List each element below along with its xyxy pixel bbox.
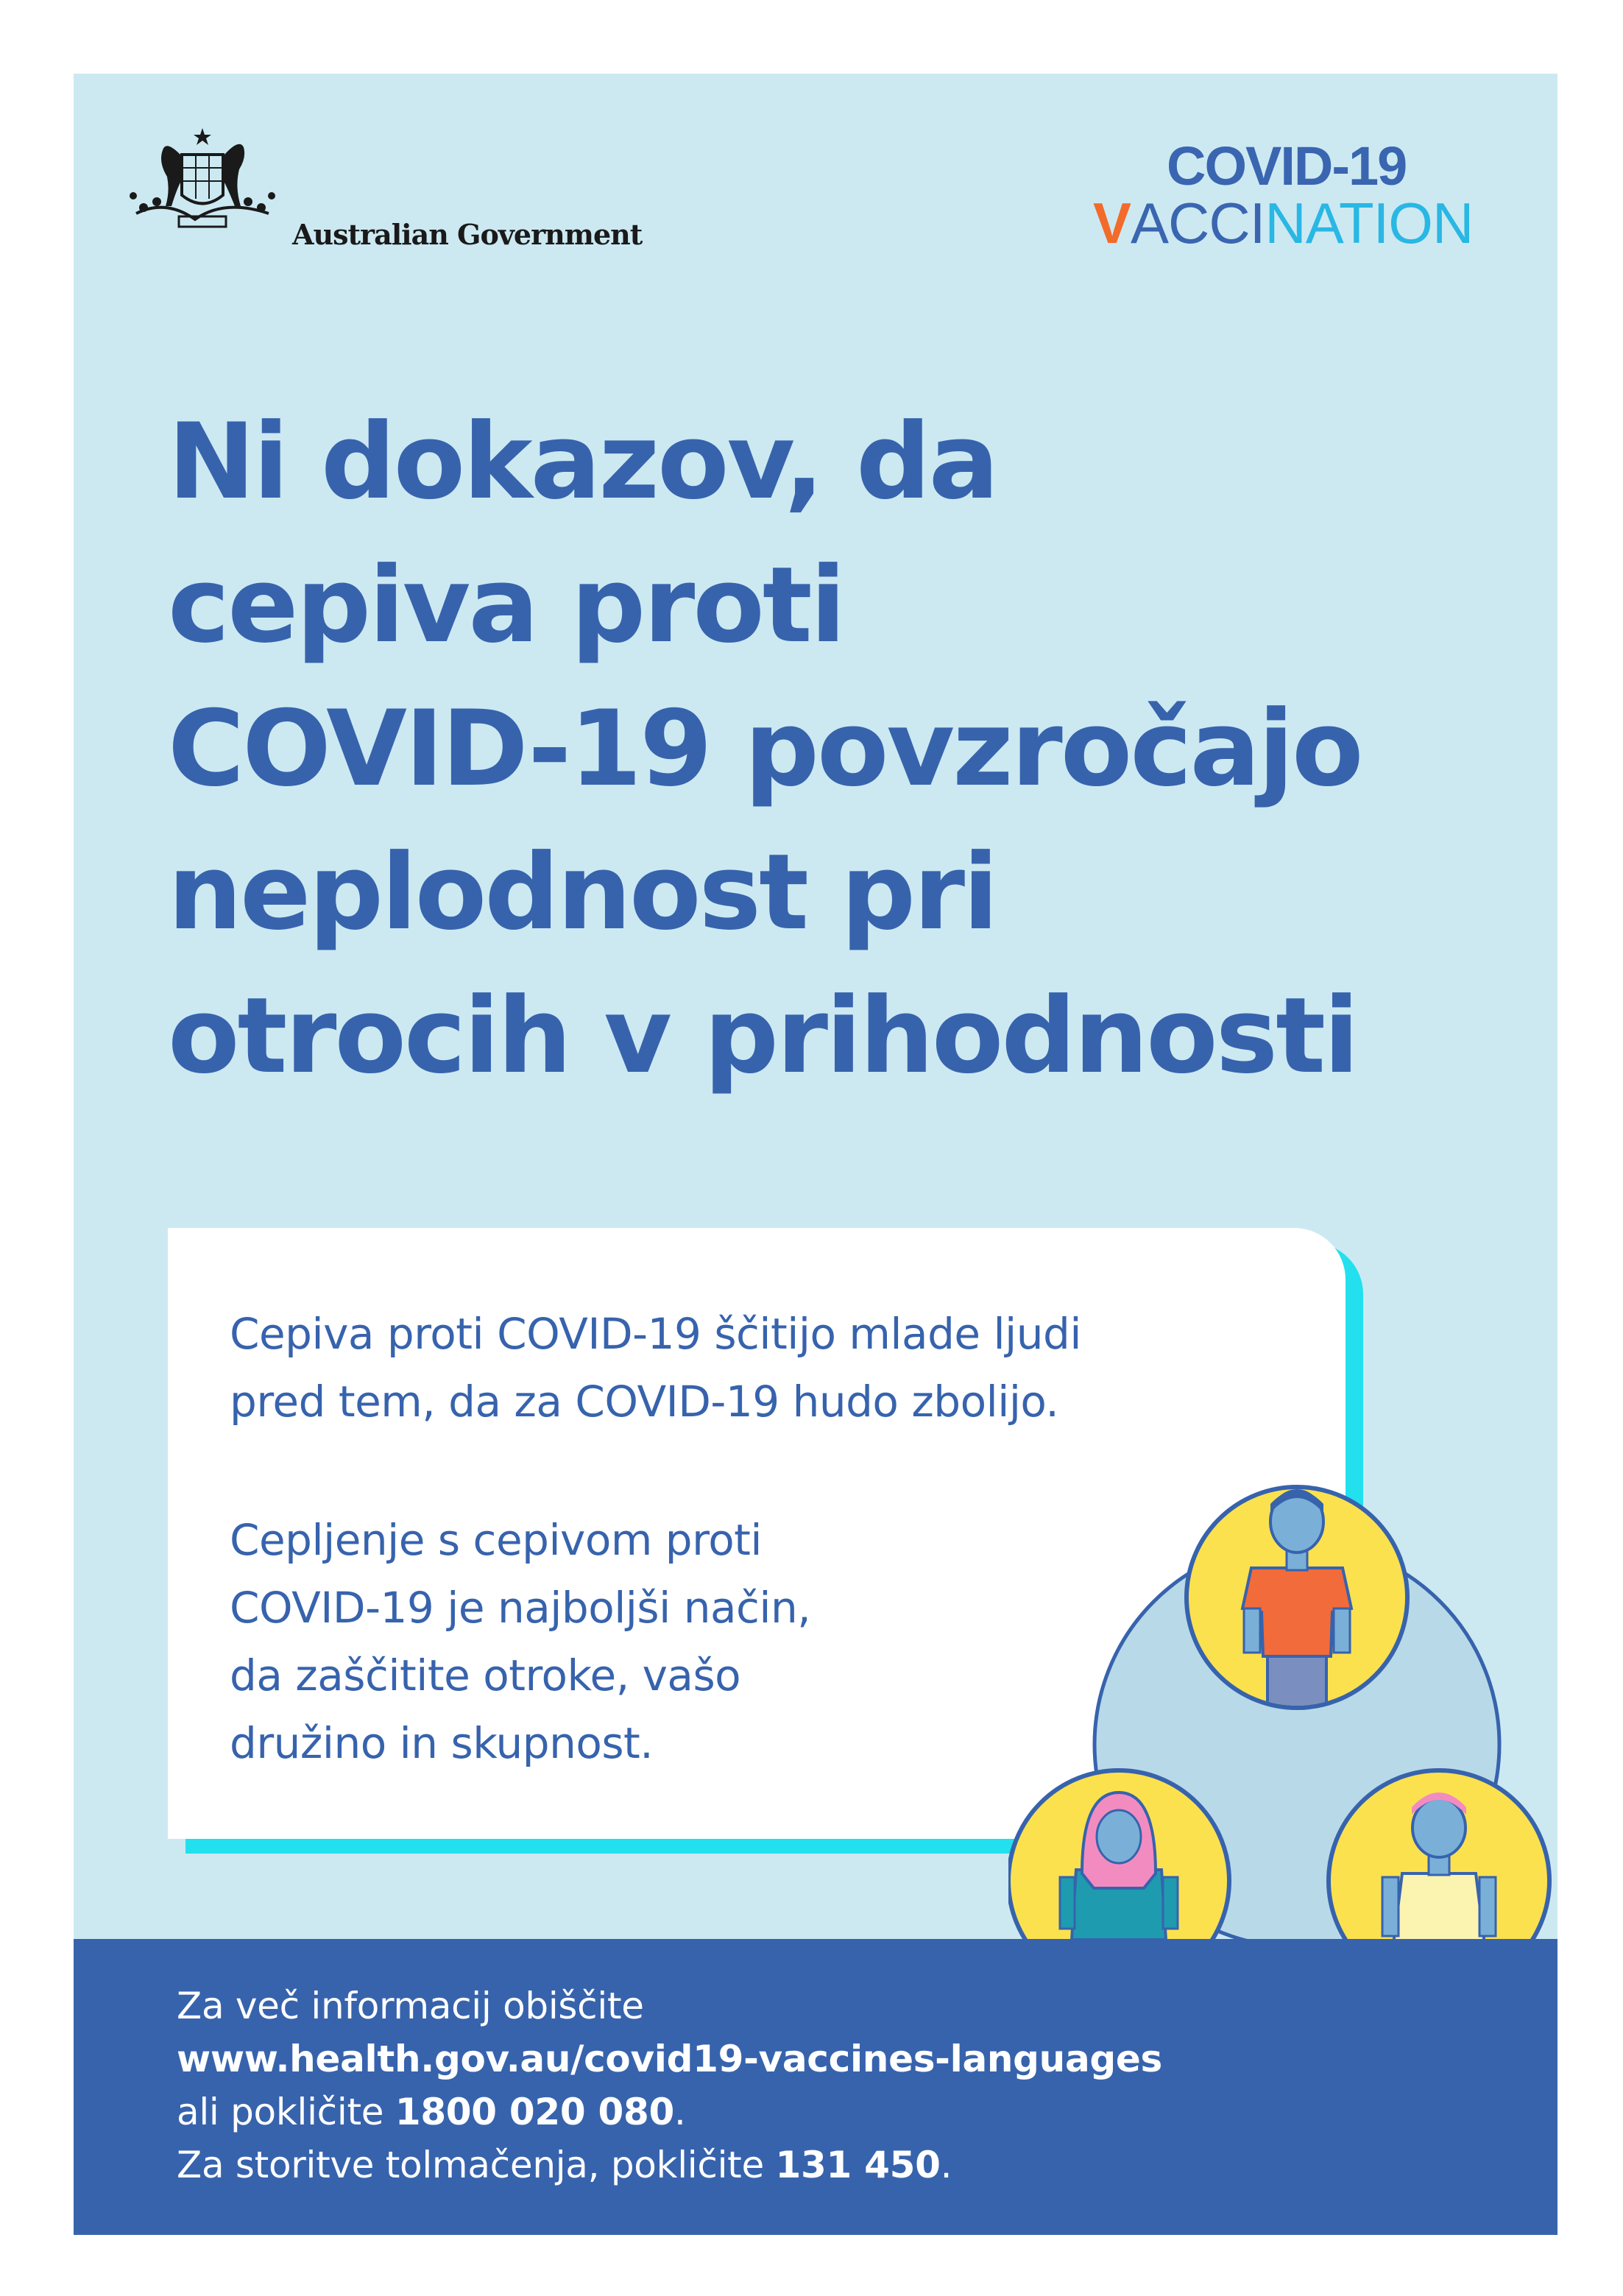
vaccination-logo-text: VACCINATION [1093, 191, 1474, 255]
footer [74, 1939, 1557, 2235]
interpreter-line: Za storitve tolmačenja, pokličite 131 450. [177, 2144, 952, 2186]
headline-line: Ni dokazov, da [168, 401, 997, 523]
poster [74, 74, 1557, 2235]
headline-line: COVID-19 povzročajo [168, 688, 1362, 810]
info-paragraph-protection: Cepiva proti COVID-19 ščitijo mlade ljudi pred tem, da za COVID-19 hudo zbolijo. [230, 1309, 1081, 1427]
covid-19-logo-text: COVID-19 [1167, 135, 1407, 197]
website-link[interactable]: www.health.gov.au/covid19-vaccines-languages [177, 2038, 1162, 2080]
phone-number[interactable]: 1800 020 080 [395, 2091, 674, 2133]
footer-text [177, 1979, 1162, 2191]
more-info-line: Za več informacij obiščite [177, 1985, 644, 2027]
government-name: Australian Government [292, 218, 643, 251]
headline [168, 390, 1552, 1108]
children-illustration [1008, 1461, 1553, 1999]
headline-line: cepiva proti [168, 545, 844, 666]
headline-line: neplodnost pri [168, 832, 997, 953]
headline-line: otrocih v prihodnosti [168, 975, 1357, 1097]
checkmark-v: V [1093, 191, 1131, 255]
call-line: ali pokličite 1800 020 080. [177, 2091, 686, 2133]
info-paragraph-vaccination: Cepljenje s cepivom proti COVID-19 je najboljši način, da zaščitite otroke, vašo družino in skupnost. [230, 1515, 811, 1768]
coat-of-arms-icon [121, 125, 283, 236]
covid-vaccination-logo [1093, 131, 1505, 255]
australian-government-logo [121, 125, 643, 251]
interpreter-phone-number[interactable]: 131 450 [775, 2144, 941, 2186]
